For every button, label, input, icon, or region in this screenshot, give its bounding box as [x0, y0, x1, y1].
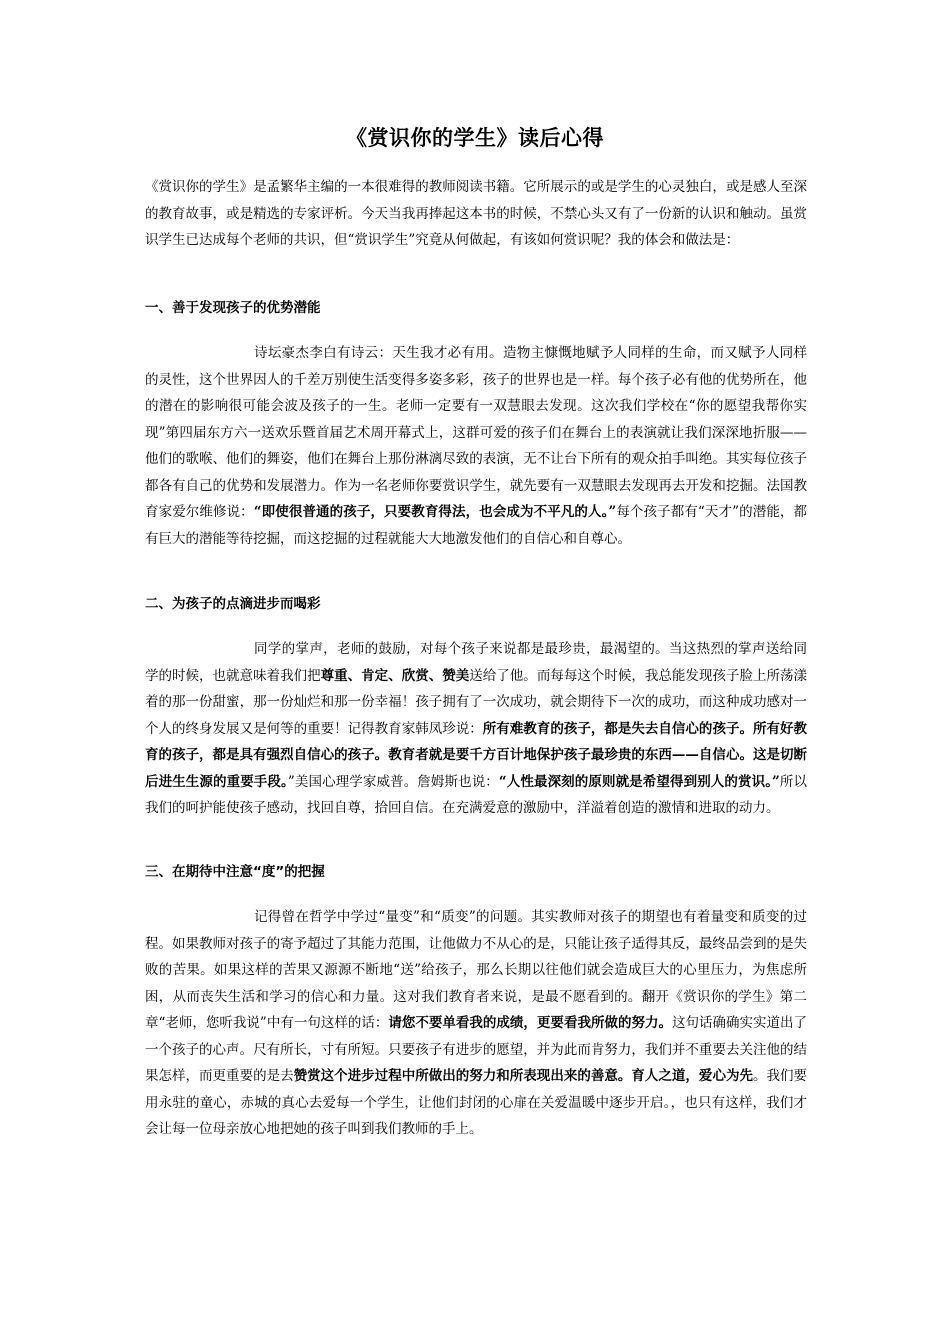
- bold-quote: “即使很普通的孩子，只要教育得法，也会成为不平凡的人。”: [253, 504, 617, 520]
- section-heading-2: 二、为孩子的点滴进步而喝彩: [145, 596, 321, 612]
- section-heading-3: 三、在期待中注意“度”的把握: [145, 864, 325, 880]
- section-2-paragraph: [145, 636, 807, 822]
- text-run: 诗坛豪杰李白有诗云：天生我才必有用。造物主慷慨地赋予人同样的生命，而又赋予人同样的灵性，这个世界因人的千差万别使生活变得多姿多彩，孩子的世界也是一样。每个孩子必有他的优势所在，他的潜在的影响很可能会波及孩子的一生。老师一定要有一双慧眼去发现。这次我们学校在“你的愿望我帮你实现”第四届东方六一送欢乐暨首届艺术周开幕式上，这群可爱的孩子们在舞台上的表演就让我们深深地折服——他们的歌喉、他们的舞姿，他们在舞台上那份淋漓尽致的表演，无不让台下所有的观众拍手叫绝。其实每位孩子都各有自己的优势和发展潜力。作为一名老师你要赏识学生，就先要有一双慧眼去发现再去开发和挖掘。法国教育家爱尔维修说：: [145, 345, 807, 520]
- intro-paragraph: 《赏识你的学生》是孟繁华主编的一本很难得的教师阅读书籍。它所展示的或是学生的心灵独白，或是感人至深的教育故事，或是精选的专家评析。今天当我再捧起这本书的时候，不禁心头又有了一份新的认识和触动。虽赏识学生已达成每个老师的共识，但“赏识学生”究竟从何做起，有该如何赏识呢？我的体会和做法是：: [145, 179, 807, 248]
- bold-quote: 请您不要单看我的成绩，更要看我所做的努力。: [388, 1015, 672, 1031]
- section-3-paragraph: [145, 904, 807, 1143]
- document-title: 《赏识你的学生》读后心得: [346, 125, 604, 150]
- text-run: 所以我们的呵护能使孩子感动，找回自尊，拾回自信。在充满爱意的激励中，洋溢着创造的激情和进取的动力。: [145, 773, 808, 816]
- text-run: 这句话确确实实道出了一个孩子的心声。尺有所长，寸有所短。只要孩子有进步的愿望，并为此而肯努力，我们并不重要去关注他的结果怎样，而更重要的是去: [145, 1015, 808, 1084]
- section-heading-1: 一、善于发现孩子的优势潜能: [145, 300, 321, 316]
- text-run: 。我们要用永驻的童心，赤城的真心去爱每一个学生，让他们封闭的心扉在关爱温暖中逐步开启。，也只有这样，我们才会让每一位母亲放心地把她的孩子叫到我们教师的手上。: [145, 1068, 808, 1137]
- bold-phrase: 赞赏这个进步过程中所做出的努力和所表现出来的善意。育人之道，爱心为先: [293, 1068, 753, 1084]
- text-run: 同学的掌声，老师的鼓励，对每个孩子来说都是最珍贵，最渴望的。当这热烈的掌声送给同学的时候，也就意味着我们把: [145, 641, 807, 684]
- text-run: 送给了他。而每每这个时候，我总能发现孩子脸上所荡漾着的那一份甜蜜，那一份灿烂和那一份幸福！孩子拥有了一次成功，就会期待下一次的成功，而这种成功感对一个人的终身发展又是何等的重要！记得教育家韩凤珍说：: [145, 667, 808, 737]
- bold-phrase: 尊重、肯定、欣赏、赞美: [320, 667, 470, 684]
- bold-quote: “人性最深刻的原则就是希望得到别人的赏识。”: [498, 773, 780, 790]
- bold-quote: 所有难教育的孩子，都是失去自信心的孩子。所有好教育的孩子，都是具有强烈自信心的孩子。教育者就是要千方百计地保护孩子最珍贵的东西——自信心。这是切断后进生生源的重要手段。: [145, 720, 808, 790]
- text-run: 记得曾在哲学中学过“量变”和“质变”的问题。其实教师对孩子的期望也有着量变和质变的过程。如果教师对孩子的寄予超过了其能力范围，让他做力不从心的是，只能让孩子适得其反，最终品尝到的是失败的苦果。如果这样的苦果又源源不断地“送”给孩子，那么长期以往他们就会造成巨大的心里压力，为焦虑所困，从而丧失生活和学习的信心和力量。这对我们教育者来说，是最不愿看到的。翻开《赏识你的学生》第二章“老师，您听我说”中有一句这样的话：: [145, 909, 807, 1031]
- section-1-paragraph: [145, 340, 807, 552]
- text-run: 每个孩子都有“天才”的潜能，都有巨大的潜能等待挖掘，而这挖掘的过程就能大大地激发他们的自信心和自尊心。: [145, 504, 808, 547]
- text-run: ”美国心理学家威普。詹姆斯也说：: [287, 773, 499, 790]
